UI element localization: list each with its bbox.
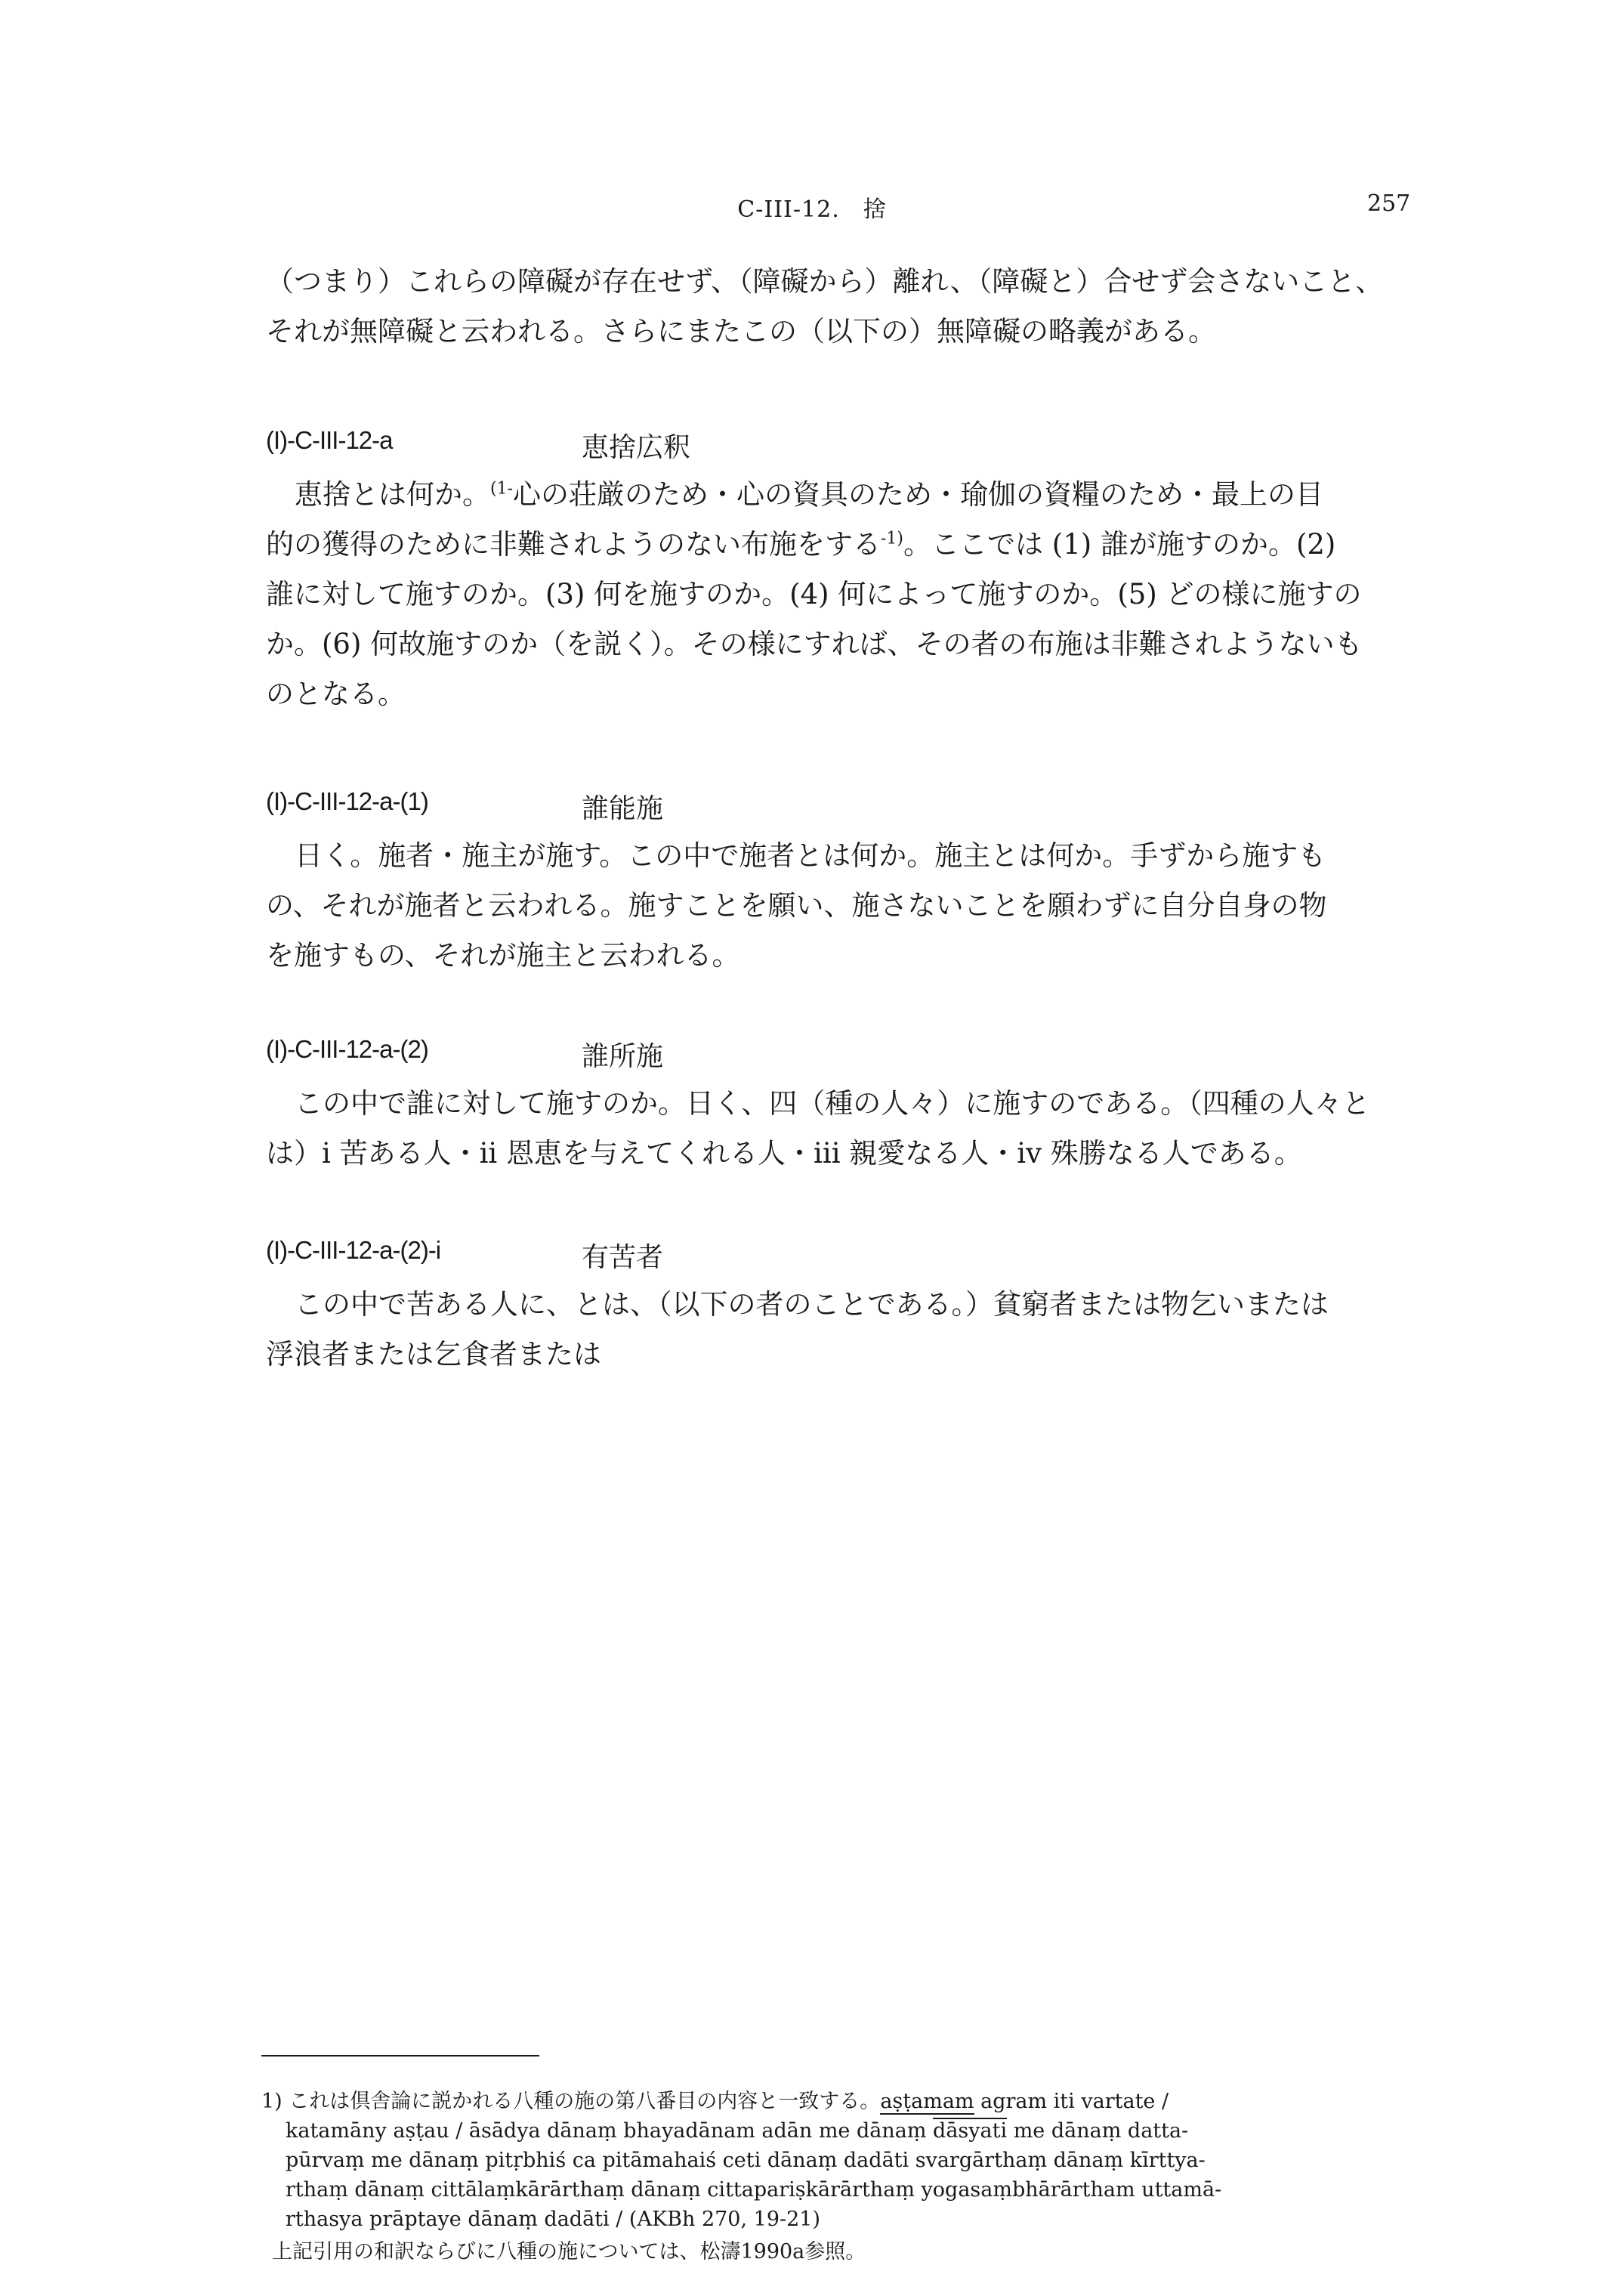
text-line: 恵捨とは何か。$^{(1-}$心の荘厳のため・心の資具のため・瑜伽の資糧のため・最上の目 [295, 478, 1324, 511]
section-heading [266, 426, 1437, 468]
section-heading [266, 787, 1437, 830]
text-line: は）i 苦ある人・ii 恩恵を与えてくれる人・iii 親愛なる人・iv 殊勝なる人である。 [266, 1137, 1302, 1170]
text-line: この中で苦ある人に、とは、（以下の者のことである。）貧窮者または物乞いまたは [295, 1288, 1329, 1321]
section-id: (I)-C-III-12-a-(2)-i [266, 1236, 441, 1264]
section-paragraph [266, 1280, 1437, 1380]
footnote-close-mark: -1) [881, 529, 904, 549]
section-paragraph [266, 831, 1437, 981]
text-line: 浮浪者または乞食者または [266, 1338, 601, 1370]
section-paragraph [266, 1079, 1437, 1179]
footnote-line: katamāny aṣṭau / āsādya dānaṃ bhayadānam adān me dānaṃ dāsyati me dānaṃ datta- [286, 2119, 1189, 2143]
text-line: 的の獲得のために非難されようのない布施をする$^{-1)}$。ここでは (1) 誰が施すのか。(2) [266, 528, 1336, 561]
text-line: の、それが施者と云われる。施すことを願い、施さないことを願わずに自分自身の物 [266, 889, 1327, 922]
section-heading [266, 1035, 1437, 1077]
text-line: か。(6) 何故施すのか（を説く）。その様にすれば、その者の布施は非難されようないも [266, 628, 1363, 660]
text-line: この中で誰に対して施すのか。日く、四（種の人々）に施すのである。（四種の人々と [295, 1087, 1370, 1120]
text-line: （つまり）これらの障礙が存在せず、（障礙から）離れ、（障礙と）合せず会さないこと、 [266, 265, 1384, 298]
section-heading [266, 1236, 1437, 1278]
text-line: 誰に対して施すのか。(3) 何を施すのか。(4) 何によって施すのか。(5) どの様に施すの [266, 578, 1362, 610]
section-id: (I)-C-III-12-a-(1) [266, 787, 428, 815]
section-title: 誰所施 [582, 1041, 664, 1072]
footnote-open-mark: (1- [490, 479, 514, 499]
footnote-line: pūrvaṃ me dānaṃ pitṛbhiś ca pitāmahaiś ceti dānaṃ dadāti svargārthaṃ dānaṃ kīrttya- [286, 2149, 1206, 2172]
section-paragraph [266, 470, 1437, 719]
footnote-line: 1) これは倶舎論に説かれる八種の施の第八番目の内容と一致する。aṣṭamam agram iti vartate / [261, 2090, 1169, 2113]
section-title: 恵捨広釈 [582, 432, 691, 463]
footnote-line: rthaṃ dānaṃ cittālaṃkārārthaṃ dānaṃ cittapariṣkārārthaṃ yogasaṃbhārārtham uttamā- [286, 2178, 1222, 2202]
footnote-divider [261, 2055, 539, 2057]
text-line: それが無障礙と云われる。さらにまたこの（以下の）無障礙の略義がある。 [266, 315, 1216, 348]
footnote-line: 上記引用の和訳ならびに八種の施については、松濤1990a参照。 [272, 2240, 866, 2264]
section-id: (I)-C-III-12-a [266, 426, 393, 454]
text-line: 日く。施者・施主が施す。この中で施者とは何か。施主とは何か。手ずから施すも [295, 839, 1326, 872]
footnotes [261, 2087, 1440, 2267]
section-title: 有苦者 [582, 1242, 664, 1273]
page-header [0, 190, 1624, 228]
text-line: のとなる。 [266, 678, 406, 710]
section-id: (I)-C-III-12-a-(2) [266, 1035, 428, 1063]
section-title: 誰能施 [582, 793, 664, 824]
text-line: を施すもの、それが施主と云われる。 [266, 939, 740, 972]
running-title: C-III-12. 捨 [737, 196, 887, 223]
intro-paragraph [266, 257, 1437, 357]
footnote-line: rthasya prāptaye dānaṃ dadāti / (AKBh 270, 19-21) [286, 2208, 821, 2231]
page-number: 257 [1367, 190, 1411, 217]
